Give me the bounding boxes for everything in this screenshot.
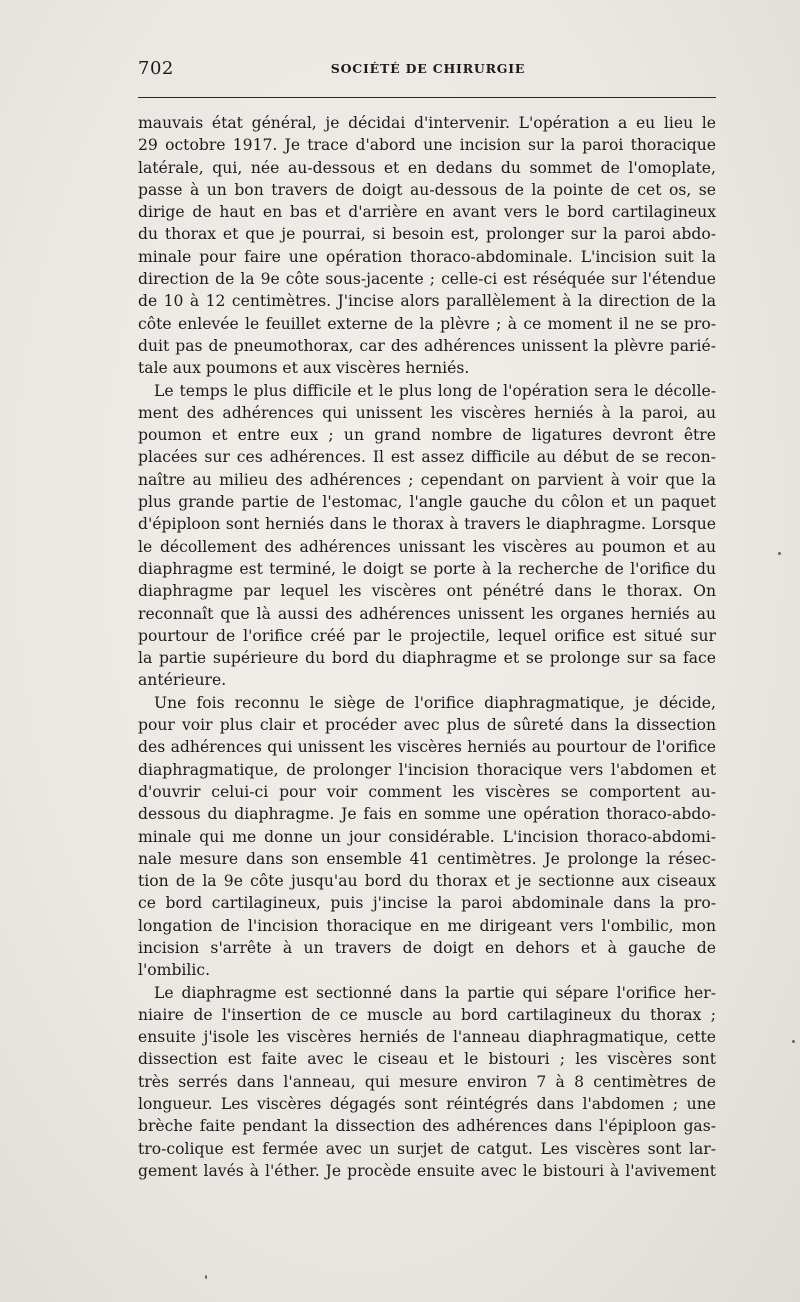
text-line-18: plus grande partie de l'estomac, l'angle gauche du côlon et un paquet	[138, 493, 716, 512]
print-speck	[205, 1275, 207, 1279]
running-head	[138, 58, 718, 88]
text-line-48: gement lavés à l'éther. Je procède ensuite avec le bistouri à l'avivement	[138, 1161, 716, 1180]
body-text	[138, 112, 716, 1182]
text-line-37: longation de l'incision thoracique en me dirigeant vers l'ombilic, mon	[138, 916, 716, 935]
print-speck	[792, 1040, 795, 1043]
text-line-35: tion de la 9e côte jusqu'au bord du thorax et je sectionne aux ciseaux	[138, 872, 716, 891]
text-line-15: poumon et entre eux ; un grand nombre de ligatures devront être	[138, 426, 716, 445]
text-line-2: 29 octobre 1917. Je trace d'abord une incision sur la paroi thoracique	[138, 136, 716, 155]
text-line-23: reconnaît que là aussi des adhérences unissent les organes herniés au	[138, 604, 716, 623]
text-line-9: de 10 à 12 centimètres. J'incise alors parallèlement à la direction de la	[138, 292, 716, 311]
text-line-38: incision s'arrête à un travers de doigt en dehors et à gauche de	[138, 938, 716, 957]
text-line-10: côte enlevée le feuillet externe de la plèvre ; à ce moment il ne se pro-	[138, 314, 716, 333]
text-line-45: longueur. Les viscères dégagés sont réintégrés dans l'abdomen ; une	[138, 1095, 716, 1114]
text-line-5: dirige de haut en bas et d'arrière en avant vers le bord cartilagineux	[138, 203, 716, 222]
text-line-7: minale pour faire une opération thoraco-abdominale. L'incision suit la	[138, 247, 716, 266]
text-line-22: diaphragme par lequel les viscères ont pénétré dans le thorax. On	[138, 582, 716, 601]
text-line-33: minale qui me donne un jour considérable. L'incision thoraco-abdomi-	[138, 827, 716, 846]
text-line-17: naître au milieu des adhérences ; cependant on parvient à voir que la	[138, 470, 716, 489]
text-line-27: Une fois reconnu le siège de l'orifice diaphragmatique, je décide,	[154, 693, 716, 712]
text-line-42: ensuite j'isole les viscères herniés de l'anneau diaphragmatique, cette	[138, 1028, 716, 1047]
text-line-25: la partie supérieure du bord du diaphragme et se prolonge sur sa face	[138, 649, 716, 668]
text-line-19: d'épiploon sont herniés dans le thorax à travers le diaphragme. Lorsque	[138, 515, 716, 534]
text-line-40: Le diaphragme est sectionné dans la partie qui sépare l'orifice her-	[154, 983, 716, 1002]
page-number: 702	[138, 58, 174, 79]
text-line-4: passe à un bon travers de doigt au-dessous de la pointe de cet os, se	[138, 180, 716, 199]
text-line-21: diaphragme est terminé, le doigt se porte à la recherche de l'orifice du	[138, 559, 716, 578]
text-line-11: duit pas de pneumothorax, car des adhérences unissent la plèvre parié-	[138, 336, 716, 355]
text-line-28: pour voir plus clair et procéder avec plus de sûreté dans la dissection	[138, 716, 716, 735]
text-line-1: mauvais état général, je décidai d'intervenir. L'opération a eu lieu le	[138, 114, 716, 132]
header-rule	[138, 97, 716, 98]
text-line-43: dissection est faite avec le ciseau et le bistouri ; les viscères sont	[138, 1050, 716, 1069]
text-line-8: direction de la 9e côte sous-jacente ; celle-ci est réséquée sur l'étendue	[138, 270, 716, 289]
text-line-32: dessous du diaphragme. Je fais en somme une opération thoraco-abdo-	[138, 805, 716, 824]
text-line-6: du thorax et que je pourrai, si besoin est, prolonger sur la paroi abdo-	[138, 225, 716, 244]
text-line-16: placées sur ces adhérences. Il est assez difficile au début de se recon-	[138, 448, 716, 467]
text-line-24: pourtour de l'orifice créé par le projectile, lequel orifice est situé sur	[138, 626, 716, 645]
text-line-46: brèche faite pendant la dissection des adhérences dans l'épiploon gas-	[138, 1117, 716, 1136]
text-line-30: diaphragmatique, de prolonger l'incision thoracique vers l'abdomen et	[138, 760, 716, 779]
text-line-34: nale mesure dans son ensemble 41 centimètres. Je prolonge la résec-	[138, 849, 716, 868]
text-line-31: d'ouvrir celui-ci pour voir comment les viscères se comportent au-	[138, 782, 716, 801]
text-line-20: le décollement des adhérences unissant les viscères au poumon et au	[138, 537, 716, 556]
text-line-13: Le temps le plus difficile et le plus long de l'opération sera le décolle-	[154, 381, 716, 400]
text-line-36: ce bord cartilagineux, puis j'incise la paroi abdominale dans la pro-	[138, 894, 716, 913]
journal-title: SOCIÉTÉ DE CHIRURGIE	[330, 61, 526, 76]
text-line-47: tro-colique est fermée avec un surjet de catgut. Les viscères sont lar-	[138, 1139, 716, 1158]
text-line-44: très serrés dans l'anneau, qui mesure environ 7 à 8 centimètres de	[138, 1072, 716, 1091]
text-line-29: des adhérences qui unissent les viscères herniés au pourtour de l'orifice	[138, 738, 716, 757]
text-line-39: l'ombilic.	[138, 961, 211, 980]
text-line-3: latérale, qui, née au-dessous et en dedans du sommet de l'omoplate,	[138, 158, 716, 177]
text-line-41: niaire de l'insertion de ce muscle au bord cartilagineux du thorax ;	[138, 1005, 716, 1024]
print-speck	[778, 552, 781, 555]
text-line-14: ment des adhérences qui unissent les viscères herniés à la paroi, au	[138, 403, 716, 422]
text-line-12: tale aux poumons et aux viscères herniés.	[138, 359, 470, 378]
text-line-26: antérieure.	[138, 671, 227, 690]
